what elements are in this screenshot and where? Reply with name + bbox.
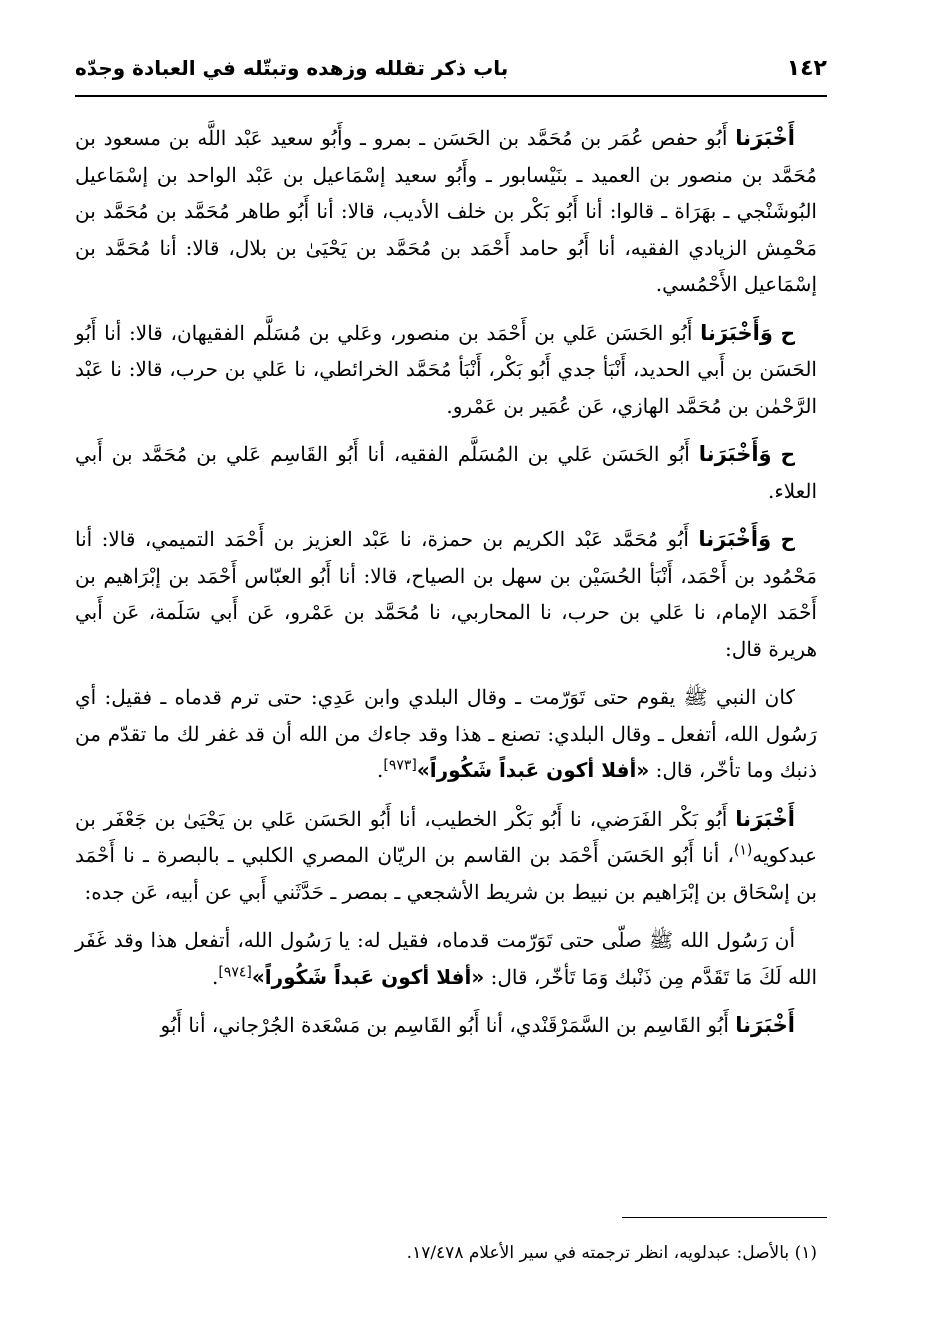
hadith-matn-2 [75, 922, 817, 995]
hadith-number: [٩٧٤] [218, 963, 252, 980]
paragraph-3 [75, 436, 817, 509]
akhbarana-keyword: أَخْبَرَنا [735, 126, 795, 150]
matn-end: . [212, 964, 219, 989]
akhbarana-keyword: أَخْبَرَنا [735, 1013, 795, 1037]
footnote: (١) بالأصل: عبدلويه، انظر ترجمته في سير الأعلام ١٧/٤٧٨. [406, 1243, 817, 1263]
paragraph-8 [75, 1007, 817, 1044]
akhbarana-keyword: وَأَخْبَرَنا [698, 442, 772, 466]
prophet-quote: «أفلا أكون عَبداً شَكُوراً» [251, 964, 485, 989]
matn-text: كان النبي ﷺ يقوم حتى تَوَرّمت ـ وقال البلدي وابن عَدِي: حتى ترم قدماه ـ فقيل: أي رَسُول الله، أتفعل ـ وقال البلدي: تصنع ـ هذا وقد جاءك من الله أن قد غفر لك ما تقدّم من ذنبك وما تأخّر، قال: [75, 685, 817, 782]
paragraph-text: أَبُو مُحَمَّد عَبْد الكريم بن حمزة، نا عَبْد العزيز بن أَحْمَد التميمي، قالا: أنا مَحْمُود بن أَحْمَد، أَنْبَأ الحُسَيْن بن سهل بن الصياح، قالا: أنا أَبُو العبّاس أَحْمَد بن إبْرَاهيم بن أَحْمَد الإمام، نا عَلي بن حرب، نا المحاربي، نا مُحَمَّد بن عَمْرو، عَن أَبي سَلَمة، عَن أَبي هريرة قال: [75, 527, 817, 661]
paragraph-6 [75, 801, 817, 911]
akhbarana-keyword: أَخْبَرَنا [735, 806, 795, 831]
tahwil-marker: ح [780, 320, 796, 345]
akhbarana-keyword: وَأَخْبَرَنا [700, 320, 773, 345]
running-title: باب ذكر تقلله وزهده وتبتّله في العبادة وجدّه [75, 56, 509, 80]
paragraph-text: أَبُو الحَسَن عَلي بن المُسَلَّم الفقيه، أنا أَبُو القَاسِم عَلي بن مُحَمَّد بن أَبي العلاء. [75, 442, 817, 503]
paragraph-1 [75, 120, 817, 303]
page-header [75, 52, 827, 92]
hadith-number: [٩٧٣] [383, 757, 417, 774]
paragraph-text: أَبُو بَكْر الفَرَضي، نا أَبُو بَكْر الخطيب، أنا أَبُو الحَسَن عَلي بن يَحْيَىٰ بن جَعْفَر بن عبدكويه [75, 806, 817, 867]
paragraph-text: أَبُو الحَسَن عَلي بن أَحْمَد بن منصور، وعَلي بن مُسَلَّم الفقيهان، قالا: أنا أَبُو الحَسَن بن أَبي الحديد، أَنْبَأ جدي أَبُو بَكْر، أَنْبَأ مُحَمَّد الخرائطي، نا عَلي بن حرب، قالا: نا عَبْد الرَّحْمٰن بن مُحَمَّد الهازي، عَن عُمَير بن عَمْرو. [75, 320, 817, 418]
matn-end: . [377, 758, 384, 782]
footnote-ref: (١) [733, 842, 753, 859]
paragraph-text: أَبُو القَاسِم بن السَّمَرْقَنْدي، أنا أَبُو القَاسِم بن مَسْعَدة الجُرْجاني، أنا أَبُو [160, 1013, 736, 1037]
paragraph-2 [75, 315, 817, 425]
paragraph-text-cont: ، أنا أَبُو الحَسَن أَحْمَد بن القاسم بن الريّان المصري الكلبي ـ بالبصرة ـ نا أَحْمَد بن إسْحَاق بن إبْرَاهيم بن نبيط بن شريط الأشجعي ـ بمصر ـ حَدَّثَني أَبي عن أبيه، عَن جده: [75, 843, 817, 904]
paragraph-4 [75, 521, 817, 667]
main-text [75, 120, 817, 1056]
paragraph-text: أَبُو حفص عُمَر بن مُحَمَّد بن الحَسَن ـ بمرو ـ وأَبُو سعيد عَبْد اللَّه بن مسعود بن مُحَمَّد بن منصور بن العميد ـ بنَيْسابور ـ وأَبُو سعيد إسْمَاعيل بن عَبْد الواحد بن إسْمَاعيل البُوشَنْجي ـ بهَرَاة ـ قالوا: أنا أَبُو بَكْر بن خلف الأديب، قالا: أنا أَبُو طاهر مُحَمَّد بن مُحَمَّد بن مَحْمِش الزيادي الفقيه، أنا أَبُو حامد أَحْمَد بن مُحَمَّد بن يَحْيَىٰ بن بلال، قالا: أنا مُحَمَّد بن إسْمَاعيل الأَحْمُسي. [75, 126, 817, 296]
akhbarana-keyword: وَأَخْبَرَنا [698, 527, 772, 551]
tahwil-marker: ح [780, 527, 795, 551]
tahwil-marker: ح [780, 442, 795, 466]
header-rule [75, 95, 827, 97]
prophet-quote: «أفلا أكون عَبداً شَكُوراً» [416, 758, 650, 782]
page-number: ١٤٢ [786, 56, 827, 81]
hadith-matn-1 [75, 679, 817, 789]
matn-text: أن رَسُول الله ﷺ صلّى حتى تَوَرّمت قدماه، فقيل له: يا رَسُول الله، أتفعل هذا وقد غَفَر الله لَكَ مَا تَقَدَّم مِن ذَنْبك وَمَا تَأخّر، قال: [75, 928, 817, 989]
footnote-rule [622, 1217, 827, 1218]
